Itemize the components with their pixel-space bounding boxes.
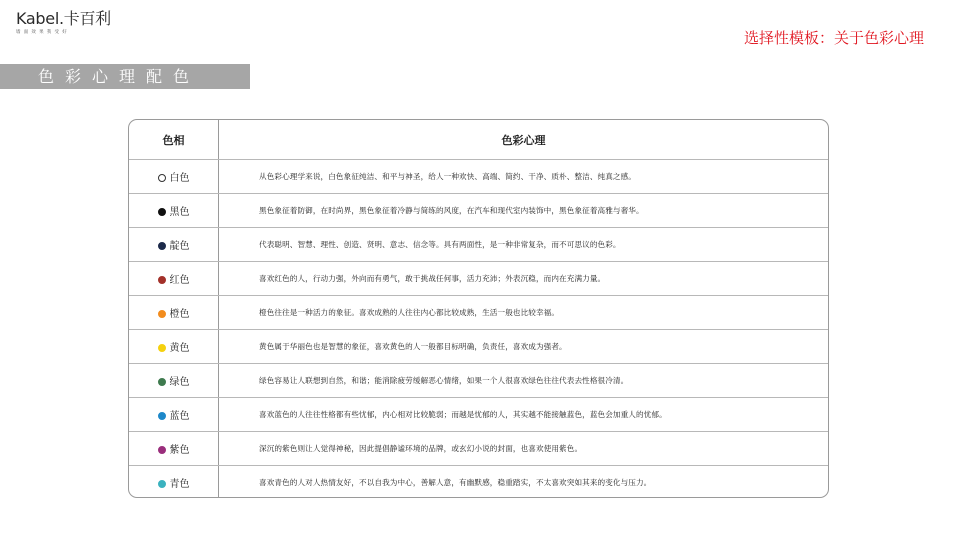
table-row <box>129 330 828 364</box>
table-row <box>129 398 828 432</box>
color-name-cell <box>129 296 219 330</box>
color-name-cell <box>129 364 219 398</box>
table-row <box>129 466 828 499</box>
color-name: 红色 <box>169 275 190 286</box>
table-row <box>129 262 828 296</box>
header-psychology: 色彩心理 <box>219 120 829 160</box>
color-name: 青色 <box>169 479 190 490</box>
color-dot-icon <box>158 242 166 250</box>
color-psychology-text: 喜欢青色的人对人热情友好，不以自我为中心，善解人意，有幽默感，稳重踏实，不太喜欢突如其来的变化与压力。 <box>259 478 652 487</box>
color-psychology-text: 橙色往往是一种活力的象征。喜欢成熟的人往往内心都比较成熟，生活一般也比较幸福。 <box>219 296 829 330</box>
color-dot-icon <box>158 412 166 420</box>
color-name-cell <box>129 330 219 364</box>
color-name: 橙色 <box>169 309 190 320</box>
brand-logo <box>16 10 126 38</box>
color-dot-icon <box>158 310 166 318</box>
table-row <box>129 364 828 398</box>
color-dot-icon <box>158 344 166 352</box>
color-name: 紫色 <box>169 445 190 456</box>
color-psychology-text: 绿色容易让人联想到自然，和谐；能消除疲劳缓解恶心情绪，如果一个人很喜欢绿色往往代表去性格很冷清。 <box>219 364 829 398</box>
brand-name: Kabel.卡百利 <box>16 9 111 28</box>
color-name-cell <box>129 228 219 262</box>
table-row <box>129 228 828 262</box>
color-psychology-text: 深沉的紫色则让人觉得神秘，因此提倡静谧环境的品牌，或玄幻小说的封面，也喜欢使用紫色。 <box>219 432 829 466</box>
color-psychology-text: 黄色属于华丽色也是智慧的象征，喜欢黄色的人一般都目标明确，负责任，喜欢成为强者。 <box>219 330 829 364</box>
color-name: 黑色 <box>169 207 190 218</box>
color-name-cell <box>129 160 219 194</box>
slide-title: 选择性模板：关于色彩心理 <box>743 29 924 47</box>
color-name: 绿色 <box>169 377 190 388</box>
table-row <box>129 194 828 228</box>
color-dot-icon <box>158 378 166 386</box>
color-dot-icon <box>158 174 166 182</box>
color-dot-icon <box>158 208 166 216</box>
table-header-row <box>129 120 828 160</box>
color-psychology-text: 喜欢蓝色的人往往性格都有些忧郁，内心相对比较脆弱；而越是忧郁的人，其实越不能接触蓝色，蓝色会加重人的忧郁。 <box>219 398 829 432</box>
color-name-cell <box>129 466 219 499</box>
color-dot-icon <box>158 276 166 284</box>
color-name-cell <box>129 398 219 432</box>
color-name-cell <box>129 194 219 228</box>
color-name-cell <box>129 432 219 466</box>
color-name: 黄色 <box>169 343 190 354</box>
table-row <box>129 296 828 330</box>
color-psychology-text: 喜欢红色的人，行动力强，外向而有勇气，敢于挑战任何事，活力充沛；外表沉稳，而内在充满力量。 <box>219 262 829 296</box>
color-psychology-text: 黑色象征着防御，在时尚界，黑色象征着冷静与简练的风度，在汽车和现代室内装饰中，黑色象征着高雅与奢华。 <box>219 194 829 228</box>
color-psychology-table <box>128 119 829 498</box>
brand-tagline: 墙面效果我受好 <box>16 30 70 35</box>
color-name-cell <box>129 262 219 296</box>
color-name: 白色 <box>169 173 190 184</box>
color-dot-icon <box>158 480 166 488</box>
color-psychology-text: 代表聪明、智慧、理性、创造、贤明、意志、信念等。具有两面性，是一种非常复杂，而不可思议的色彩。 <box>219 228 829 262</box>
color-name: 靛色 <box>169 241 190 252</box>
color-name: 蓝色 <box>169 411 190 422</box>
color-psychology-text: 从色彩心理学来说，白色象征纯洁、和平与神圣，给人一种欢快、高端、简约、干净、质朴、整洁、纯真之感。 <box>219 160 829 194</box>
table-row <box>129 432 828 466</box>
section-title-bar: 色彩心理配色 <box>0 64 250 89</box>
color-dot-icon <box>158 446 166 454</box>
table-row <box>129 160 828 194</box>
header-color: 色相 <box>129 120 219 160</box>
